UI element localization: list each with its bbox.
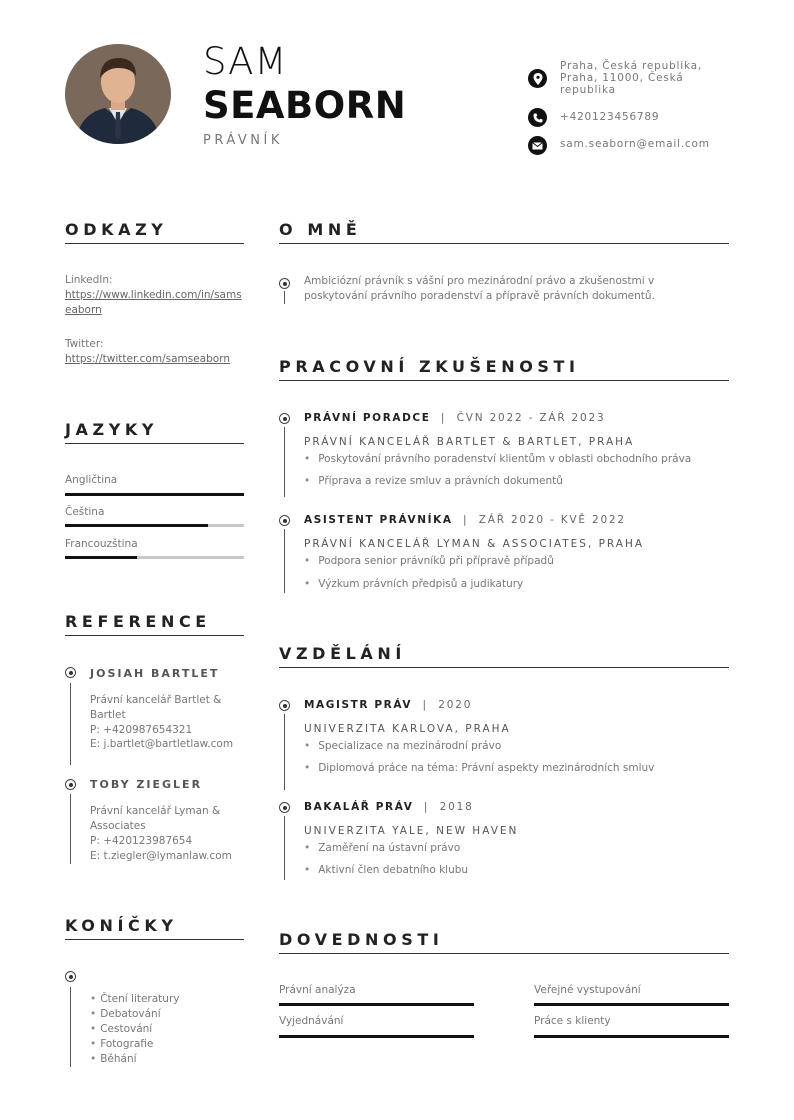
reference-company: Právní kancelář Bartlet & Bartlet [90,694,222,721]
languages-section-title: JAZYKY [65,420,159,439]
timeline-dot-icon [279,413,290,424]
job-bullet: • Poskytování právního poradenství klientům v oblasti obchodního práva [304,453,691,465]
skills-section-title: DOVEDNOSTI [279,930,444,949]
contact-email: sam.seaborn@email.com [560,138,710,150]
job-role: ASISTENT PRÁVNÍKA [304,514,453,526]
hobby-item: • Debatování [90,1007,180,1022]
language-name: Francouzština [65,538,138,550]
language-level-fill [65,556,137,559]
school: UNIVERZITA YALE, NEW HAVEN [304,825,519,837]
education-year: 2018 [439,801,474,813]
skills-divider [279,953,729,954]
skill-label: Veřejné vystupování [534,984,641,996]
phone-icon [528,108,547,127]
last-name: SEABORN [203,84,407,127]
skill-label: Vyjednávání [279,1015,344,1027]
timeline-dot-icon [65,779,76,790]
education-bullet: • Diplomová práce na téma: Právní aspekty mezinárodních smluv [304,762,654,774]
school: UNIVERZITA KARLOVA, PRAHA [304,723,511,735]
about-text: Ambiciózní právník s vášní pro mezinárodní právo a zkušenostmi v poskytování právního poradenství a přípravě právních dokumentů. [304,275,655,302]
experience-divider [279,380,729,381]
languages-divider [65,443,244,444]
linkedin-link[interactable]: https://www.linkedin.com/in/samseaborn [65,289,242,316]
hobby-item: • Čtení literatury [90,992,180,1007]
about-divider [279,243,729,244]
job-dates: ZÁŘ 2020 - KVĚ 2022 [478,514,626,526]
reference-company: Právní kancelář Lyman & Associates [90,805,221,832]
education-year: 2020 [438,699,473,711]
skill-label: Právní analýza [279,984,356,996]
timeline-line [70,683,71,765]
job-dates: ČVN 2022 - ZÁŘ 2023 [456,412,606,424]
job-bullet: • Podpora senior právníků při přípravě případů [304,555,554,567]
language-name: Angličtina [65,474,118,486]
hobby-item: • Běhání [90,1052,180,1067]
hobbies-list [90,992,180,1067]
language-level-fill [65,524,208,527]
about-section-title: O MNĚ [279,220,362,239]
education-bullet: • Zaměření na ústavní právo [304,842,460,854]
twitter-label: Twitter: [65,338,104,350]
skill-label: Práce s klienty [534,1015,611,1027]
job-heading: ASISTENT PRÁVNÍKA | ZÁŘ 2020 - KVĚ 2022 [304,514,626,526]
language-level-bar [65,524,244,527]
timeline-line [284,427,285,497]
profile-photo [65,44,171,144]
timeline-dot-icon [65,667,76,678]
job-heading: PRÁVNÍ PORADCE | ČVN 2022 - ZÁŘ 2023 [304,412,606,424]
job-company: PRÁVNÍ KANCELÁŘ BARTLET & BARTLET, PRAHA [304,436,635,448]
twitter-link[interactable]: https://twitter.com/samseaborn [65,353,230,365]
language-level-bar [65,556,244,559]
education-heading: MAGISTR PRÁV | 2020 [304,699,473,711]
reference-name: TOBY ZIEGLER [90,778,203,791]
timeline-dot-icon [279,802,290,813]
first-name: SAM [203,40,288,83]
degree: MAGISTR PRÁV [304,699,413,711]
timeline-dot-icon [279,278,290,289]
timeline-line [284,291,285,304]
reference-email: E: t.ziegler@lymanlaw.com [90,850,232,862]
hobby-item: • Fotografie [90,1037,180,1052]
hobby-item: • Cestování [90,1022,180,1037]
timeline-dot-icon [279,515,290,526]
degree: BAKALÁŘ PRÁV [304,801,414,813]
timeline-line [284,816,285,880]
job-bullet: • Výzkum právních předpisů a judikatury [304,578,523,590]
education-section-title: VZDĚLÁNÍ [279,644,406,663]
skill-bar [279,1035,474,1038]
timeline-line [70,987,71,1067]
reference-phone: P: +420123987654 [90,835,193,847]
reference-email: E: j.bartlet@bartletlaw.com [90,738,234,750]
references-section-title: REFERENCE [65,612,211,631]
timeline-line [284,714,285,790]
job-company: PRÁVNÍ KANCELÁŘ LYMAN & ASSOCIATES, PRAHA [304,538,645,550]
links-section-title: ODKAZY [65,220,168,239]
timeline-line [284,529,285,593]
hobbies-divider [65,939,244,940]
job-role: PRÁVNÍ PORADCE [304,412,431,424]
reference-phone: P: +420987654321 [90,724,193,736]
education-bullet: • Specializace na mezinárodní právo [304,740,501,752]
reference-name: JOSIAH BARTLET [90,667,220,680]
education-bullet: • Aktivní člen debatního klubu [304,864,468,876]
experience-section-title: PRACOVNÍ ZKUŠENOSTI [279,357,580,376]
skill-bar [534,1035,729,1038]
education-divider [279,667,729,668]
contact-phone: +420123456789 [560,111,660,123]
skill-bar [279,1003,474,1006]
references-divider [65,635,244,636]
language-name: Čeština [65,506,105,518]
job-title: PRÁVNÍK [203,133,283,148]
envelope-icon [528,136,547,155]
timeline-line [70,794,71,864]
timeline-dot-icon [279,700,290,711]
location-pin-icon [528,69,547,88]
education-heading: BAKALÁŘ PRÁV | 2018 [304,801,474,813]
timeline-dot-icon [65,971,76,982]
hobbies-section-title: KONÍČKY [65,916,178,935]
links-divider [65,243,244,244]
linkedin-label: LinkedIn: [65,274,113,286]
language-level-fill [65,493,244,496]
language-level-bar [65,493,244,496]
skill-bar [534,1003,729,1006]
contact-address: Praha, Česká republika, Praha, 11000, Česká republika [560,60,703,96]
job-bullet: • Příprava a revize smluv a právních dokumentů [304,475,563,487]
